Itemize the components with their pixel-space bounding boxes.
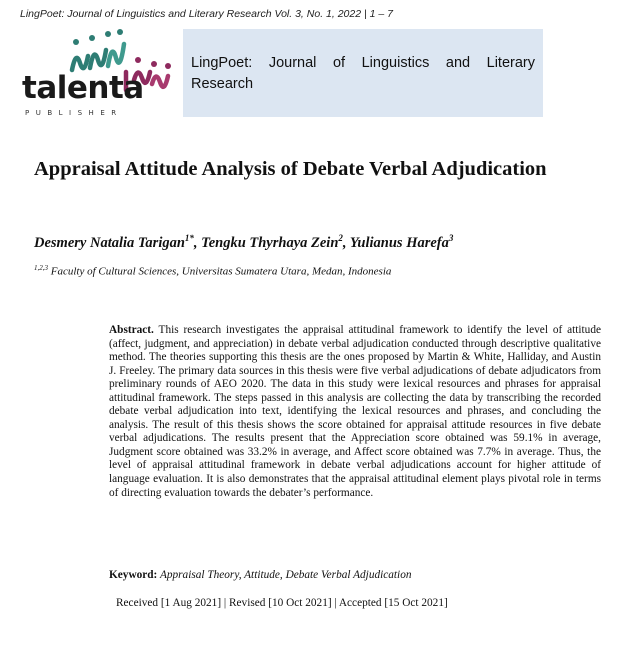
abstract xyxy=(109,324,601,500)
author-2-affil-mark: 2 xyxy=(338,233,343,243)
running-head: LingPoet: Journal of Linguistics and Literary Research Vol. 3, No. 1, 2022 | 1 – 7 xyxy=(20,8,393,20)
logo-wordmark: talenta xyxy=(22,70,144,106)
author-3-affil-mark: 3 xyxy=(448,233,454,243)
author-3-name: Yulianus Harefa xyxy=(349,234,449,251)
author-list xyxy=(34,233,601,252)
publisher-logo xyxy=(20,28,195,117)
paper-title: Appraisal Attitude Analysis of Debate Verbal Adjudication xyxy=(34,158,547,180)
journal-name-box: LingPoet: Journal of Linguistics and Literary Research xyxy=(183,29,543,117)
abstract-label: Abstract. xyxy=(109,324,154,336)
author-separator: , xyxy=(193,234,202,251)
keyword-text: Appraisal Theory, Attitude, Debate Verbal Adjudication xyxy=(157,569,412,581)
author-separator: , xyxy=(342,234,350,251)
submission-dates: Received [1 Aug 2021] | Revised [10 Oct 2021] | Accepted [15 Oct 2021] xyxy=(116,597,448,609)
affiliation-text: Faculty of Cultural Sciences, Universitas Sumatera Utara, Medan, Indonesia xyxy=(48,265,392,278)
author-1-name: Desmery Natalia Tarigan xyxy=(34,234,185,251)
affiliation xyxy=(34,264,391,278)
abstract-text: This research investigates the appraisal attitudinal framework to identify the level of attitude (affect, judgment, and appreciation) in debate verbal adjudication conducted through descriptive qualitative method. The theories supporting this thesis are the ones proposed by Martin & White, Halliday, and Austin J. Freeley. The primary data sources in this thesis were five verbal adjudications of debate adjudicators from preliminary rounds of AEO 2020. The data in this study were lexical resources and phrases for appraisal attitudinal framework. The steps passed in this analysis are collecting the data by transcribing the recorded debate verbal adjudication into text, identifying the lexical resources and phrases, and concluding the analysis. The result of this thesis shows the score obtained for appraisal attitude resources in five debate verbal adjudications. The results present that the Appreciation score obtained was 59.1% in average, Judgment score obtained was 33.2% in average, and Affect score obtained was 7.7% in average. Thus, the level of appraisal attitudinal framework in debate verbal adjudications account for higher attitude of language evaluation. It is also demonstrates that the appraisal attitudinal element plays pivotal role in terms of directing evaluation towards the debater’s performance. xyxy=(109,324,601,499)
author-1-affil-mark: 1* xyxy=(184,233,194,243)
author-2-name: Tengku Thyrhaya Zein xyxy=(201,234,339,251)
affiliation-marks: 1,2,3 xyxy=(34,264,48,272)
logo-subtitle: PUBLISHER xyxy=(25,109,123,117)
keywords xyxy=(109,569,601,581)
keyword-label: Keyword: xyxy=(109,569,158,581)
